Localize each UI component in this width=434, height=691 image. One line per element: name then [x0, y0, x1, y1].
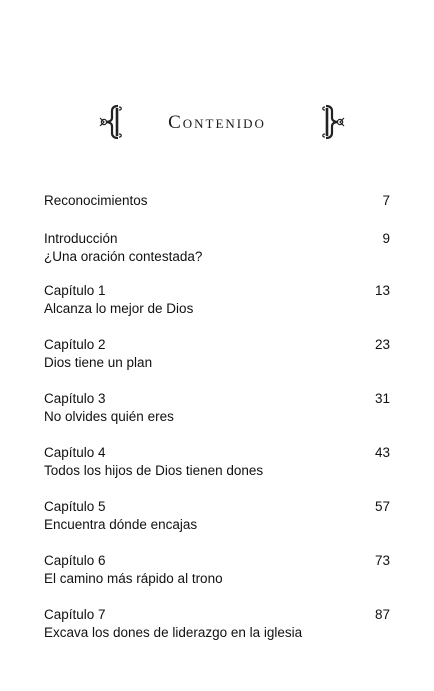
- toc-entry-label: Capítulo 1: [44, 283, 106, 298]
- toc-entry-acknowledgments[interactable]: [44, 192, 392, 230]
- toc-entry-page: 23: [374, 337, 390, 352]
- toc-entry-subtitle: ¿Una oración contestada?: [44, 249, 203, 264]
- toc-entry-page: 9: [382, 231, 390, 246]
- toc-entry-subtitle: Todos los hijos de Dios tienen dones: [44, 463, 264, 478]
- toc-entry-label: Capítulo 6: [44, 553, 106, 568]
- toc-entry-subtitle: Encuentra dónde encajas: [44, 517, 198, 532]
- toc-entry-page: 7: [382, 193, 390, 208]
- toc-entry-chapter-4[interactable]: [44, 444, 392, 498]
- toc-entry-label: Introducción: [44, 231, 118, 246]
- toc-entry-subtitle: Excava los dones de liderazgo en la iglesia: [44, 625, 303, 640]
- toc-entry-label: Reconocimientos: [44, 193, 148, 208]
- toc-entry-chapter-1[interactable]: [44, 282, 392, 336]
- toc-entry-label: Capítulo 7: [44, 607, 106, 622]
- toc-entry-introduction[interactable]: [44, 230, 392, 282]
- toc-header: [0, 104, 434, 144]
- toc-entry-subtitle: No olvides quién eres: [44, 409, 174, 424]
- toc-entry-chapter-5[interactable]: [44, 498, 392, 552]
- toc-entry-subtitle: Alcanza lo mejor de Dios: [44, 301, 194, 316]
- toc-entry-chapter-7[interactable]: [44, 606, 392, 642]
- toc-entry-label: Capítulo 4: [44, 445, 106, 460]
- toc-entry-page: 57: [374, 499, 390, 514]
- toc-entry-chapter-3[interactable]: [44, 390, 392, 444]
- toc-entry-chapter-6[interactable]: [44, 552, 392, 606]
- table-of-contents: [44, 192, 392, 642]
- toc-entry-page: 43: [374, 445, 390, 460]
- toc-entry-page: 87: [374, 607, 390, 622]
- toc-entry-label: Capítulo 5: [44, 499, 106, 514]
- toc-entry-page: 73: [374, 553, 390, 568]
- page-title: Contenido: [168, 112, 266, 133]
- toc-entry-label: Capítulo 3: [44, 391, 106, 406]
- toc-entry-page: 13: [374, 283, 390, 298]
- toc-entry-subtitle: El camino más rápido al trono: [44, 571, 223, 586]
- toc-entry-chapter-2[interactable]: [44, 336, 392, 390]
- bracket-ornament-right-icon: [320, 104, 348, 140]
- toc-entry-page: 31: [374, 391, 390, 406]
- toc-entry-label: Capítulo 2: [44, 337, 106, 352]
- toc-entry-subtitle: Dios tiene un plan: [44, 355, 153, 370]
